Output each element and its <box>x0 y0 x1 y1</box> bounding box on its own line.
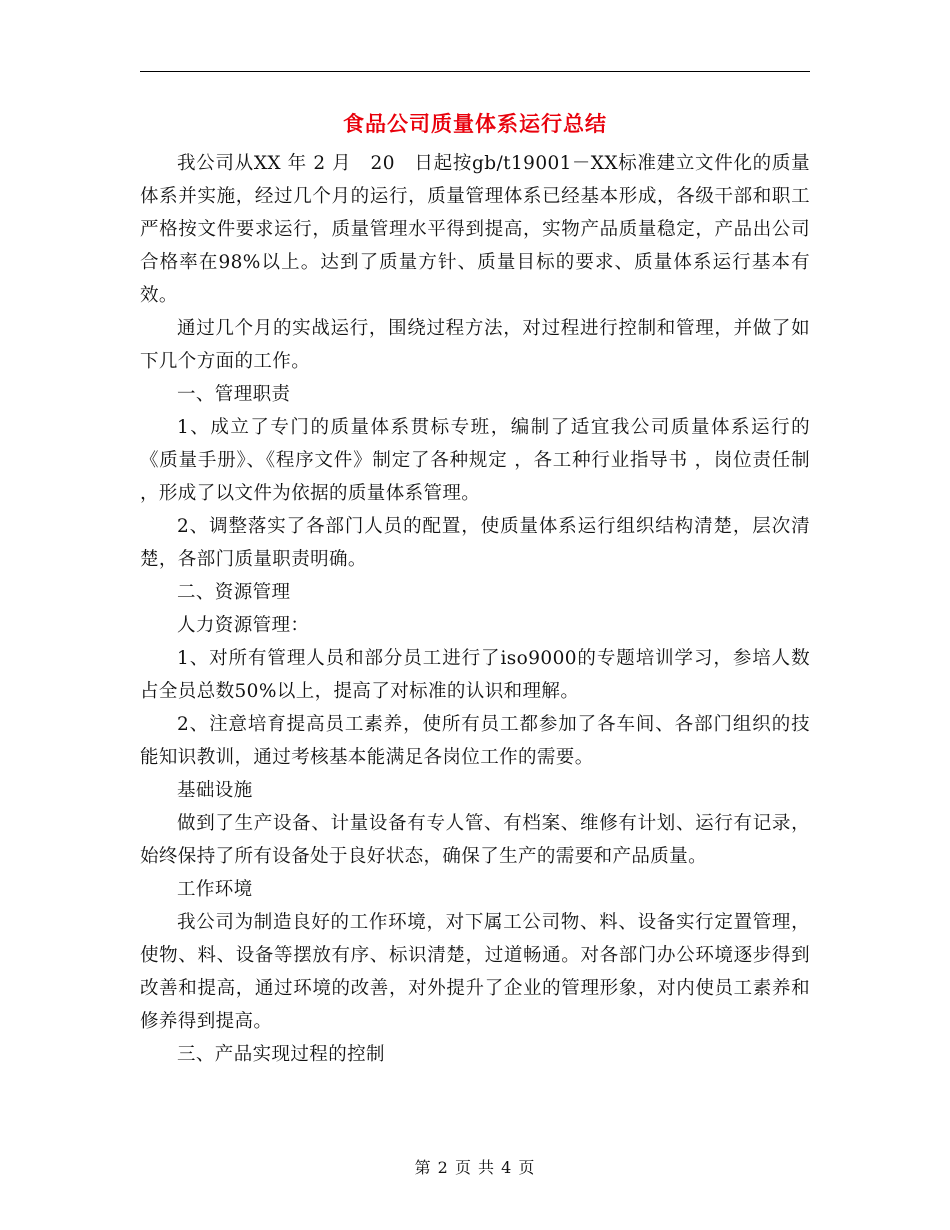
document-title: 食品公司质量体系运行总结 <box>343 112 607 136</box>
environment-paragraph: 我公司为制造良好的工作环境，对下属工公司物、料、设备实行定置管理，使物、料、设备等摆放有序、标识清楚，过道畅通。对各部门办公环境逐步得到改善和提高，通过环境的改善，对外提升了企业的管理形象，对内使员工素养和修养得到提高。 <box>140 912 810 1032</box>
page-footer <box>0 1155 950 1178</box>
footer-prefix: 第 <box>414 1158 432 1177</box>
section-heading-2: 二、资源管理 <box>177 582 291 603</box>
overview-paragraph: 通过几个月的实战运行，围绕过程方法，对过程进行控制和管理，并做了如下几个方面的工作。 <box>140 318 810 372</box>
infrastructure-paragraph: 做到了生产设备、计量设备有专人管、有档案、维修有计划、运行有记录，始终保持了所有设备处于良好状态，确保了生产的需要和产品质量。 <box>140 813 810 867</box>
management-item-1: 1、成立了专门的质量体系贯标专班，编制了适宜我公司质量体系运行的《质量手册》、《程序文件》制定了各种规定 ，各工种行业指导书 ，岗位责任制 ，形成了以文件为依据的质量体系管理。 <box>140 417 810 504</box>
hr-item-1: 1、对所有管理人员和部分员工进行了iso9000的专题培训学习，参培人数占全员总数50%以上，提高了对标准的认识和理解。 <box>140 648 810 702</box>
management-item-2: 2、调整落实了各部门人员的配置，使质量体系运行组织结构清楚，层次清楚，各部门质量职责明确。 <box>140 516 810 570</box>
hr-item-2: 2、注意培育提高员工素养，使所有员工都参加了各车间、各部门组织的技能知识教训，通过考核基本能满足各岗位工作的需要。 <box>140 714 810 768</box>
section-heading-1: 一、管理职责 <box>177 384 291 405</box>
footer-total-pages: 4 <box>501 1158 513 1177</box>
subheading-human-resources: 人力资源管理： <box>177 615 310 636</box>
intro-paragraph: 我公司从XX 年 2 月 20 日起按gb/t19001－XX标准建立文件化的质量体系并实施，经过几个月的运行，质量管理体系已经基本形成，各级干部和职工严格按文件要求运行，质量管理水平得到提高，实物产品质量稳定，产品出公司合格率在98%以上。达到了质量方针、质量目标的要求、质量体系运行基本有效。 <box>140 153 810 306</box>
footer-suffix: 页 <box>518 1158 536 1177</box>
footer-current-page: 2 <box>437 1158 449 1177</box>
header-rule <box>140 71 810 72</box>
footer-middle: 页 共 <box>454 1158 496 1177</box>
subheading-work-environment: 工作环境 <box>177 879 253 900</box>
document-body <box>140 147 810 1071</box>
subheading-infrastructure: 基础设施 <box>177 780 253 801</box>
section-heading-3: 三、产品实现过程的控制 <box>177 1044 385 1065</box>
